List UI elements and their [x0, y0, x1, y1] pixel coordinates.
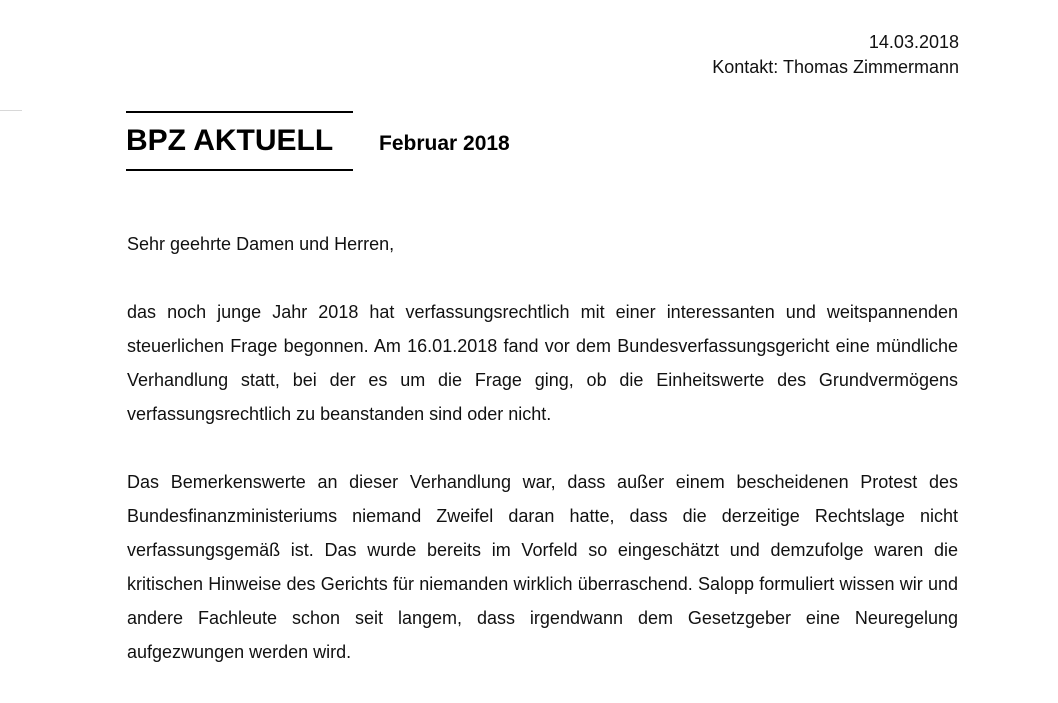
salutation: Sehr geehrte Damen und Herren,	[127, 234, 395, 254]
title-row	[126, 113, 510, 169]
contact-line: Kontakt: Thomas Zimmermann	[712, 57, 959, 77]
newsletter-title: BPZ AKTUELL	[126, 124, 334, 157]
header-meta	[712, 30, 959, 80]
paragraph-2: Das Bemerkenswerte an dieser Verhandlung war, dass außer einem bescheidenen Protest des Bundesfinanzministeriums niemand Zweifel daran hatte, dass die derzeitige Rechtslage nicht verfassungsgemäß ist. Das wurde bereits im Vorfeld so eingeschätzt und demzufolge waren die kritischen Hinweise des Gerichts für niemanden wirklich überraschend. Salopp formuliert wissen wir und andere Fachleute schon seit langem, dass irgendwann dem Gesetzgeber eine Neuregelung aufgezwungen werden wird.	[127, 472, 958, 662]
title-block	[126, 111, 510, 171]
letter-body	[127, 227, 958, 703]
margin-mark	[0, 110, 22, 111]
paragraph-1: das noch junge Jahr 2018 hat verfassungsrechtlich mit einer interessanten und weitspannenden steuerlichen Frage begonnen. Am 16.01.2018 fand vor dem Bundesverfassungsgericht eine mündliche Verhandlung statt, bei der es um die Frage ging, ob die Einheitswerte des Grundvermögens verfassungsrechtlich zu beanstanden sind oder nicht.	[127, 302, 958, 424]
letter-date: 14.03.2018	[868, 32, 959, 52]
issue-label: Februar 2018	[379, 132, 510, 155]
title-rule-bottom	[126, 169, 353, 171]
